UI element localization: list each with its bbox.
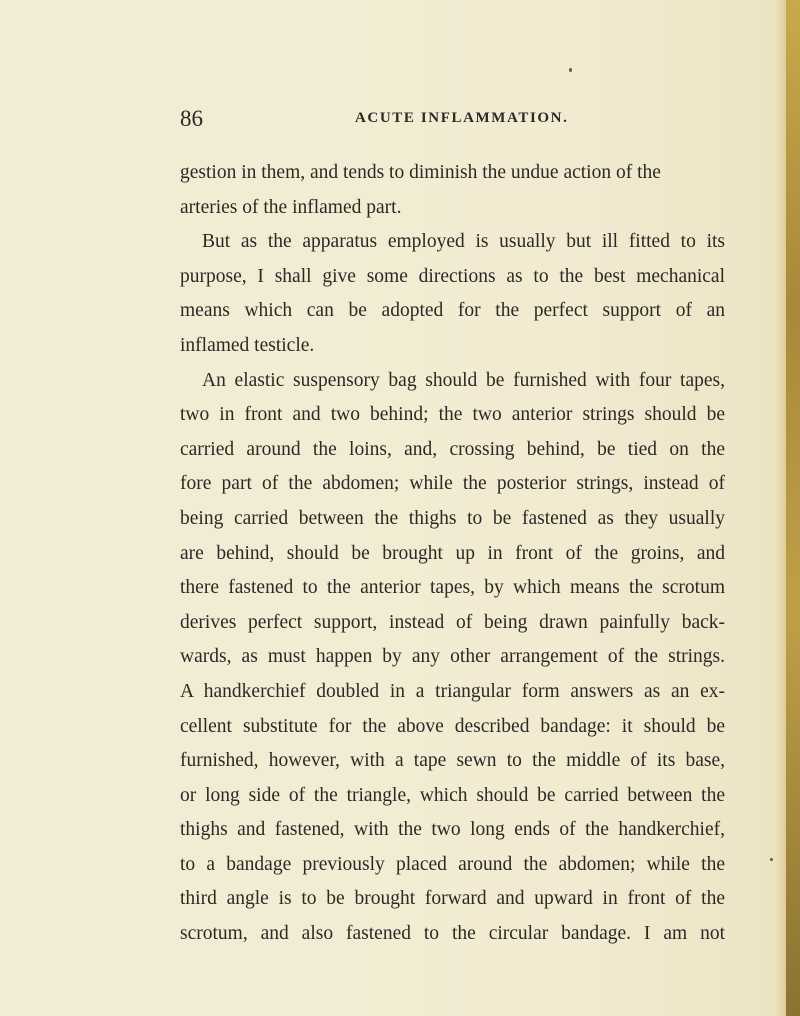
text-line: gestion in them, and tends to diminish the undue action of the <box>180 162 661 183</box>
text-line: An elastic suspensory bag should be furnished with four tapes, <box>202 369 725 391</box>
page-edge-shade <box>776 0 786 1016</box>
text-line: scrotum, and also fastened to the circular bandage. I am not <box>180 923 725 945</box>
text-line: wards, as must happen by any other arrangement of the strings. <box>180 646 725 668</box>
text-line: A handkerchief doubled in a triangular form answers as an ex- <box>180 680 725 702</box>
body-text <box>180 156 725 952</box>
text-line: means which can be adopted for the perfect support of an <box>180 300 725 322</box>
text-line: purpose, I shall give some directions as to the best mechanical <box>180 265 725 287</box>
paper-speck <box>569 68 572 72</box>
text-line: arteries of the inflamed part. <box>180 196 402 218</box>
page-gilt-edge <box>786 0 800 1016</box>
text-line: or long side of the triangle, which should be carried between the <box>180 784 725 806</box>
paper-speck <box>770 858 773 861</box>
text-line: carried around the loins, and, crossing behind, be tied on the <box>180 438 725 460</box>
text-line: derives perfect support, instead of being drawn painfully back- <box>180 611 725 633</box>
running-title: ACUTE INFLAMMATION. <box>355 110 569 126</box>
text-line: third angle is to be brought forward and upward in front of the <box>180 888 725 910</box>
text-line: to a bandage previously placed around the abdomen; while the <box>180 853 725 875</box>
text-line: there fastened to the anterior tapes, by which means the scrotum <box>180 577 725 599</box>
text-line: being carried between the thighs to be fastened as they usually <box>180 507 725 529</box>
text-line: cellent substitute for the above described bandage: it should be <box>180 715 725 737</box>
text-line: two in front and two behind; the two anterior strings should be <box>180 404 725 426</box>
text-line: furnished, however, with a tape sewn to the middle of its base, <box>180 750 725 772</box>
text-line: are behind, should be brought up in front of the groins, and <box>180 542 725 564</box>
text-line: But as the apparatus employed is usually but ill fitted to its <box>202 231 725 253</box>
text-line: fore part of the abdomen; while the posterior strings, instead of <box>180 473 725 495</box>
page-number: 86 <box>180 106 203 131</box>
text-line: inflamed testicle. <box>180 334 315 356</box>
running-header <box>180 106 720 136</box>
text-line: thighs and fastened, with the two long ends of the handkerchief, <box>180 819 725 841</box>
